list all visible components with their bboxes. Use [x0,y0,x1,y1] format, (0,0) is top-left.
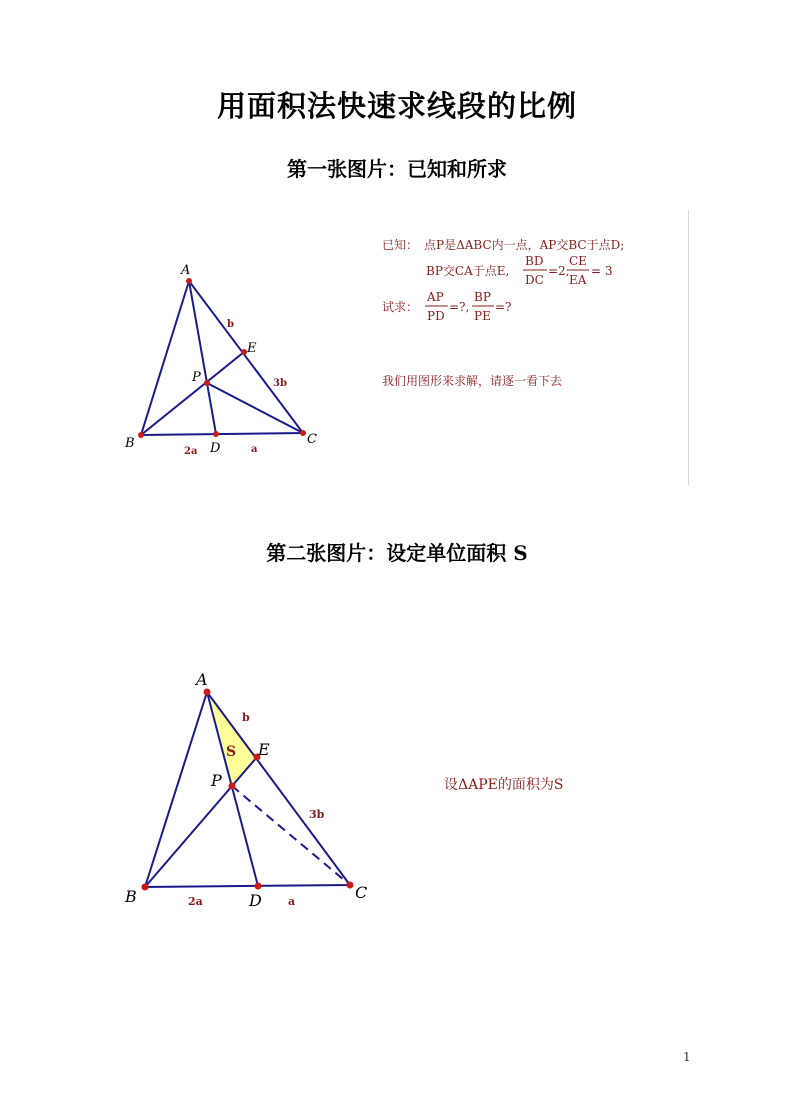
frac-bp-den: PE [474,309,491,323]
page-title: 用面积法快速求线段的比例 [216,89,577,123]
ask-label: 试求： [382,300,419,314]
label-d: D [210,441,221,456]
triangle-abc [141,281,303,435]
label-3b-len-2: 3b [309,808,325,821]
frac-bd-den: DC [525,273,544,287]
label-e: E [247,341,257,356]
point-d [213,431,219,437]
hint-text: 我们用图形来求解，请逐一看下去 [382,374,563,388]
given-line2-prefix: BP交CA于点E, [426,264,510,278]
given-block [382,237,624,388]
ask-eq2: =? [495,300,512,314]
area-note: 设ΔAPE的面积为S [444,777,564,793]
label-c: C [307,432,317,447]
label-b-len-2: b [242,711,250,724]
label-e-2: E [258,740,270,759]
point-b [138,432,144,438]
point-a [186,278,192,284]
ask-eq1: =?, [449,300,470,314]
label-2a-len: 2a [184,446,198,457]
segment-pc-dashed [232,786,350,885]
figure2 [124,670,367,910]
point-c [300,430,306,436]
frac-ap-den: PD [427,309,445,323]
label-b: B [125,436,135,451]
label-3b-len: 3b [273,378,287,389]
label-a-2: A [196,670,208,689]
frac-ce-num: CE [569,254,587,268]
frac-ap-num: AP [427,290,444,304]
page-number: 1 [683,1050,691,1064]
segment-ad [189,281,216,434]
label-2a-len-2: 2a [188,895,203,908]
section2-heading: 第二张图片：设定单位面积 S [266,541,528,565]
label-b-len: b [227,319,234,330]
eq-2: =2, [548,264,570,278]
label-p-2: P [211,771,222,790]
label-a-len-2: a [288,895,296,908]
point-p [204,380,210,386]
label-a: A [181,263,191,278]
frac-bp-num: BP [474,290,491,304]
point-d-2 [255,883,262,890]
label-b-2: B [125,887,137,906]
label-a-len: a [251,444,258,455]
point-a-2 [204,689,211,696]
segment-pc [207,383,303,433]
figure1 [124,263,317,457]
given-line1: 点P是ΔABC内一点，AP交BC于点D; [424,238,625,252]
point-c-2 [347,882,354,889]
eq-3: = 3 [591,264,613,278]
section1-heading: 第一张图片：已知和所求 [287,157,507,181]
frac-bd-num: BD [525,254,544,268]
label-c-2: C [355,883,368,902]
point-b-2 [142,884,149,891]
label-s: S [226,744,237,760]
given-label: 已知： [382,238,419,252]
point-p-2 [229,783,236,790]
label-p: P [192,370,201,385]
frac-ce-den: EA [569,273,587,287]
label-d-2: D [249,891,262,910]
